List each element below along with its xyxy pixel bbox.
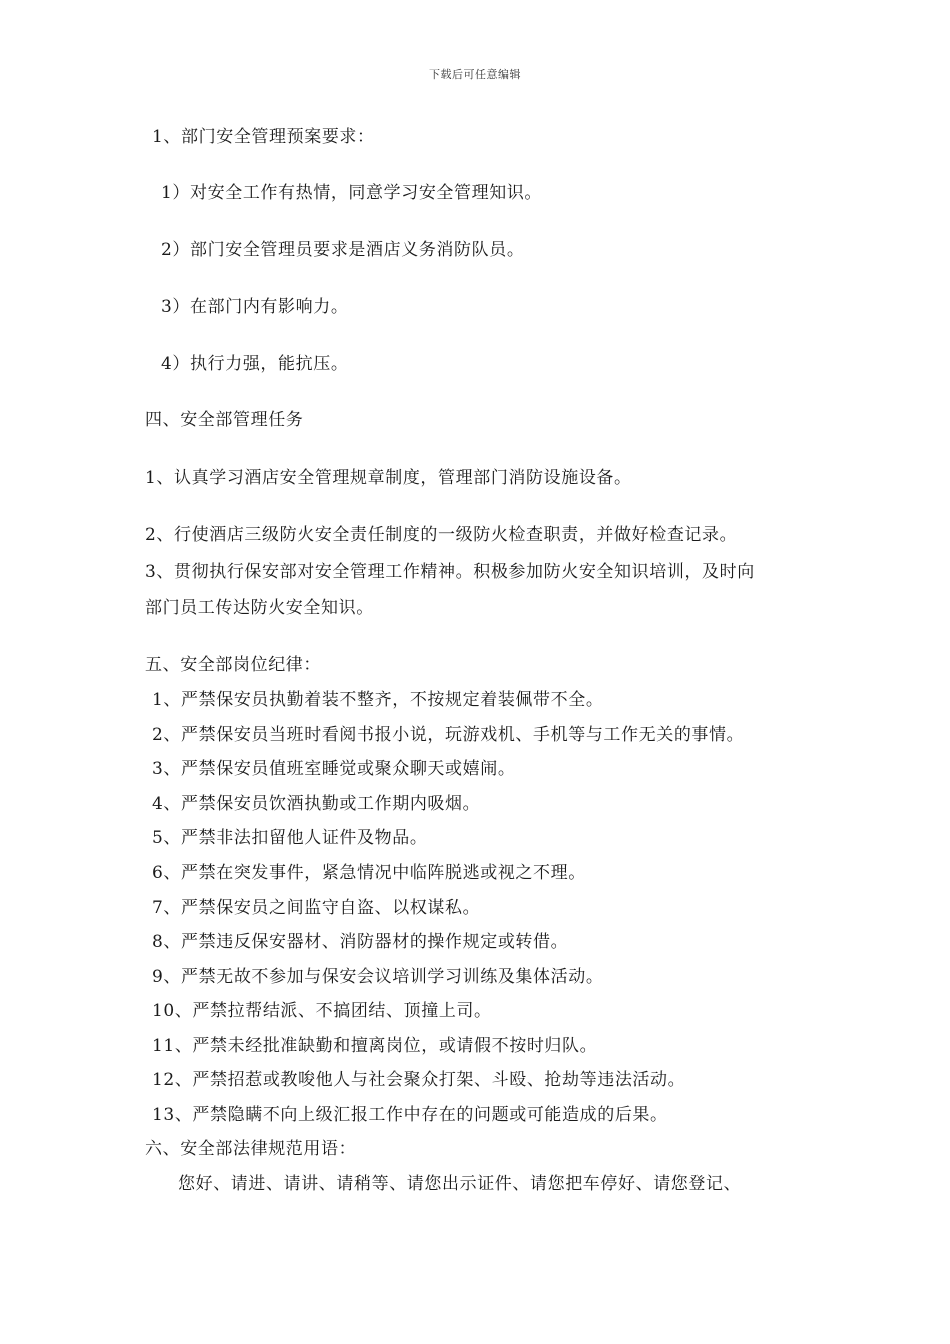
- list-item: 3、严禁保安员值班室睡觉或聚众聊天或嬉闹。: [152, 759, 516, 779]
- section-heading: 四、安全部管理任务: [145, 410, 304, 430]
- list-item: 4）执行力强，能抗压。: [161, 354, 349, 374]
- list-item: 13、严禁隐瞒不向上级汇报工作中存在的问题或可能造成的后果。: [152, 1105, 668, 1125]
- list-item: 10、严禁拉帮结派、不搞团结、顶撞上司。: [152, 1001, 492, 1021]
- list-item: 6、严禁在突发事件，紧急情况中临阵脱逃或视之不理。: [152, 863, 586, 883]
- list-item: 7、严禁保安员之间监守自盗、以权谋私。: [152, 898, 481, 918]
- list-item: 2、严禁保安员当班时看阅书报小说，玩游戏机、手机等与工作无关的事情。: [152, 725, 745, 745]
- list-item: 4、严禁保安员饮酒执勤或工作期内吸烟。: [152, 794, 481, 814]
- list-item: 1）对安全工作有热情，同意学习安全管理知识。: [161, 183, 543, 203]
- header-note: 下载后可任意编辑: [429, 68, 521, 81]
- list-item: 1、严禁保安员执勤着装不整齐，不按规定着装佩带不全。: [152, 690, 604, 710]
- list-item: 3、贯彻执行保安部对安全管理工作精神。积极参加防火安全知识培训，及时向: [145, 562, 755, 582]
- list-item: 11、严禁未经批准缺勤和擅离岗位，或请假不按时归队。: [152, 1036, 598, 1056]
- section-heading: 五、安全部岗位纪律：: [145, 655, 321, 675]
- list-item: 1、认真学习酒店安全管理规章制度，管理部门消防设施设备。: [145, 468, 632, 488]
- list-item: 3）在部门内有影响力。: [161, 297, 349, 317]
- list-item: 2）部门安全管理员要求是酒店义务消防队员。: [161, 240, 525, 260]
- paragraph: 您好、请进、请讲、请稍等、请您出示证件、请您把车停好、请您登记、: [178, 1174, 742, 1194]
- list-item: 8、严禁违反保安器材、消防器材的操作规定或转借。: [152, 932, 569, 952]
- section-item-title: 1、部门安全管理预案要求：: [152, 127, 375, 147]
- list-item: 12、严禁招惹或教唆他人与社会聚众打架、斗殴、抢劫等违法活动。: [152, 1070, 686, 1090]
- list-item: 5、严禁非法扣留他人证件及物品。: [152, 828, 428, 848]
- list-item-continuation: 部门员工传达防火安全知识。: [145, 598, 374, 618]
- list-item: 9、严禁无故不参加与保安会议培训学习训练及集体活动。: [152, 967, 604, 987]
- section-heading: 六、安全部法律规范用语：: [145, 1139, 357, 1159]
- list-item: 2、行使酒店三级防火安全责任制度的一级防火检查职责，并做好检查记录。: [145, 525, 738, 545]
